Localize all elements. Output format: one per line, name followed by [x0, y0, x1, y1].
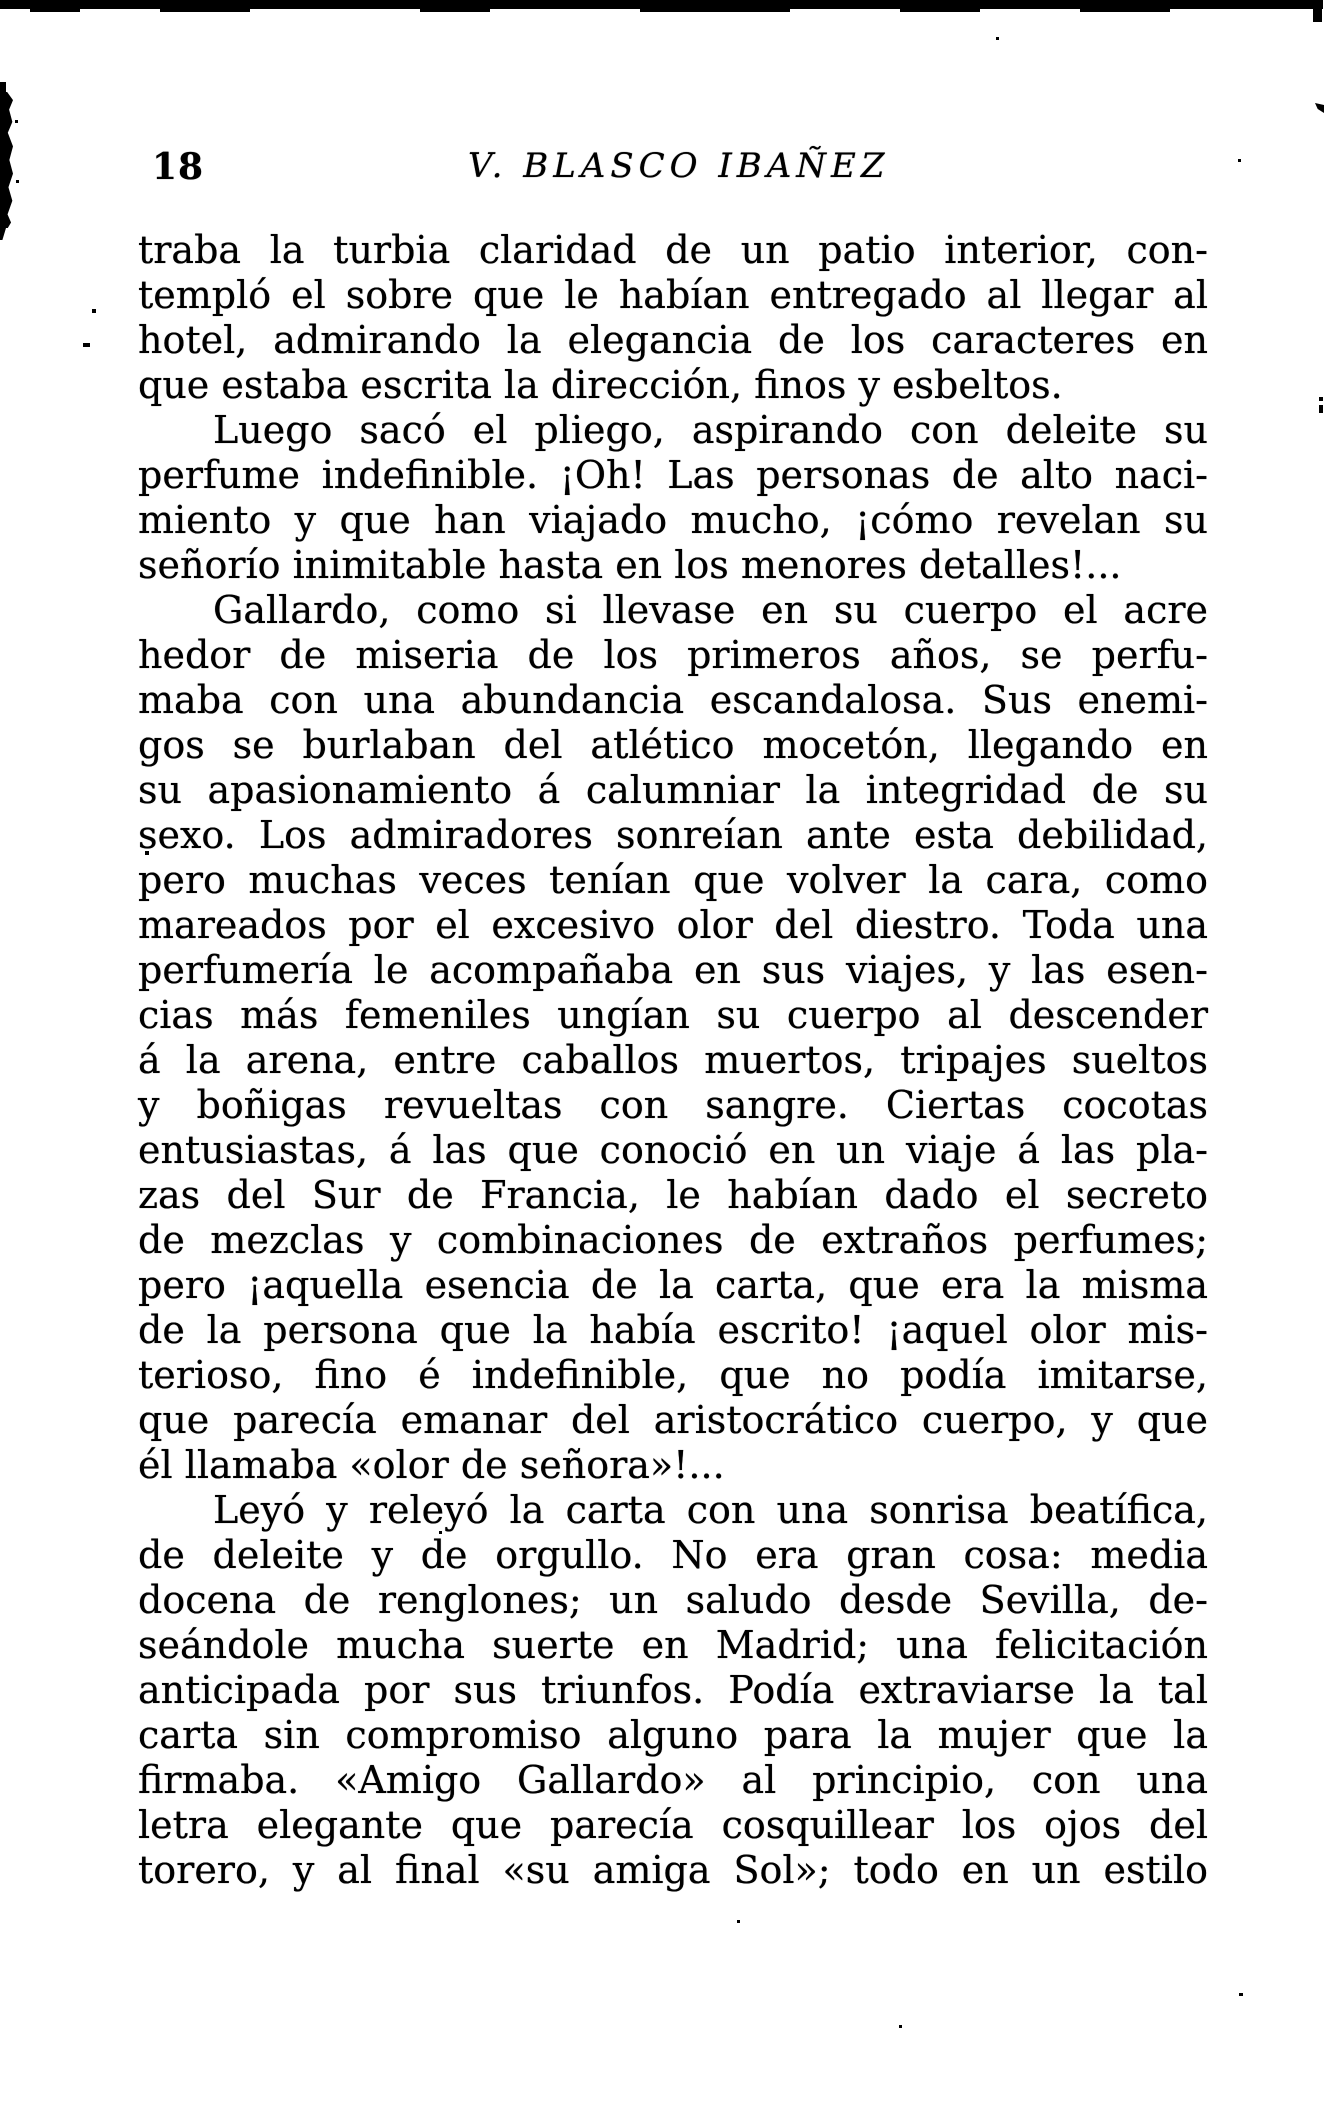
- text-line: hotel, admirando la elegancia de los caracteres en: [138, 318, 1208, 362]
- scan-speck: [16, 180, 19, 183]
- text-line: perfume indefinible. ¡Oh! Las personas de alto naci-: [138, 453, 1208, 497]
- scan-speck: [737, 1920, 740, 1923]
- text-line: hedor de miseria de los primeros años, se perfu-: [138, 633, 1208, 677]
- body-text: [138, 228, 1208, 1893]
- scan-artifact-corner-hook: [1313, 8, 1322, 22]
- scan-artifact: [0, 82, 6, 92]
- scan-speck: [996, 37, 999, 40]
- text-line: de la persona que la había escrito! ¡aquel olor mis-: [138, 1308, 1208, 1352]
- page-number: 18: [152, 146, 205, 188]
- scan-speck: [1239, 1993, 1243, 1996]
- scan-artifact: [640, 8, 790, 12]
- text-line: zas del Sur de Francia, le habían dado el secreto: [138, 1173, 1208, 1217]
- text-line: entusiastas, á las que conoció en un viaje á las pla-: [138, 1128, 1208, 1172]
- scan-speck: [899, 2025, 902, 2028]
- text-line: torero, y al final «su amiga Sol»; todo en un estilo: [138, 1848, 1208, 1892]
- text-line: docena de renglones; un saludo desde Sevilla, de-: [138, 1578, 1208, 1622]
- text-line: que parecía emanar del aristocrático cuerpo, y que: [138, 1398, 1208, 1442]
- text-line: él llamaba «olor de señora»!...: [138, 1443, 725, 1487]
- scan-speck: [83, 343, 90, 347]
- scan-artifact: [0, 228, 6, 240]
- text-line: pero muchas veces tenían que volver la cara, como: [138, 858, 1208, 902]
- text-line: Gallardo, como si llevase en su cuerpo el acre: [213, 588, 1208, 632]
- text-line: templó el sobre que le habían entregado al llegar al: [138, 273, 1208, 317]
- text-line: anticipada por sus triunfos. Podía extraviarse la tal: [138, 1668, 1208, 1712]
- text-line: terioso, fino é indefinible, que no podía imitarse,: [138, 1353, 1208, 1397]
- text-line: seándole mucha suerte en Madrid; una felicitación: [138, 1623, 1208, 1667]
- running-title: V. BLASCO IBAÑEZ: [468, 146, 890, 186]
- scan-artifact: [1080, 9, 1170, 12]
- text-line: maba con una abundancia escandalosa. Sus enemi-: [138, 678, 1208, 722]
- scan-artifact: [1315, 103, 1324, 113]
- text-line: de mezclas y combinaciones de extraños perfumes;: [138, 1218, 1208, 1262]
- text-line: cias más femeniles ungían su cuerpo al descender: [138, 993, 1208, 1037]
- text-line: su apasionamiento á calumniar la integridad de su: [138, 768, 1208, 812]
- scan-speck: [1319, 397, 1323, 401]
- text-line: que estaba escrita la dirección, finos y esbeltos.: [138, 363, 1063, 407]
- text-line: mareados por el excesivo olor del diestro. Toda una: [138, 903, 1208, 947]
- text-line: letra elegante que parecía cosquillear los ojos del: [138, 1803, 1208, 1847]
- text-line: traba la turbia claridad de un patio interior, con-: [138, 228, 1208, 272]
- text-line: perfumería le acompañaba en sus viajes, y las esen-: [138, 948, 1208, 992]
- text-line: miento y que han viajado mucho, ¡cómo revelan su: [138, 498, 1208, 542]
- text-line: firmaba. «Amigo Gallardo» al principio, con una: [138, 1758, 1208, 1802]
- text-line: señorío inimitable hasta en los menores detalles!...: [138, 543, 1122, 587]
- scan-speck: [15, 120, 18, 123]
- text-line: gos se burlaban del atlético mocetón, llegando en: [138, 723, 1208, 767]
- text-line: á la arena, entre caballos muertos, tripajes sueltos: [138, 1038, 1208, 1082]
- text-line: pero ¡aquella esencia de la carta, que era la misma: [138, 1263, 1208, 1307]
- scan-speck: [1319, 405, 1323, 413]
- text-line: sexo. Los admiradores sonreían ante esta debilidad,: [138, 813, 1208, 857]
- text-line: Luego sacó el pliego, aspirando con deleite su: [213, 408, 1208, 452]
- text-line: de deleite y de orgullo. No era gran cosa: media: [138, 1533, 1208, 1577]
- scan-artifact: [160, 9, 250, 12]
- scan-artifact: [900, 9, 980, 12]
- scan-artifact-left-edge-blob: [0, 92, 13, 228]
- text-line: Leyó y releyó la carta con una sonrisa beatífica,: [213, 1488, 1208, 1532]
- scan-artifact: [420, 9, 490, 12]
- scan-speck: [92, 309, 96, 313]
- scan-speck: [1238, 159, 1241, 162]
- text-line: carta sin compromiso alguno para la mujer que la: [138, 1713, 1208, 1757]
- text-line: y boñigas revueltas con sangre. Ciertas cocotas: [138, 1083, 1208, 1127]
- scan-artifact: [30, 9, 80, 12]
